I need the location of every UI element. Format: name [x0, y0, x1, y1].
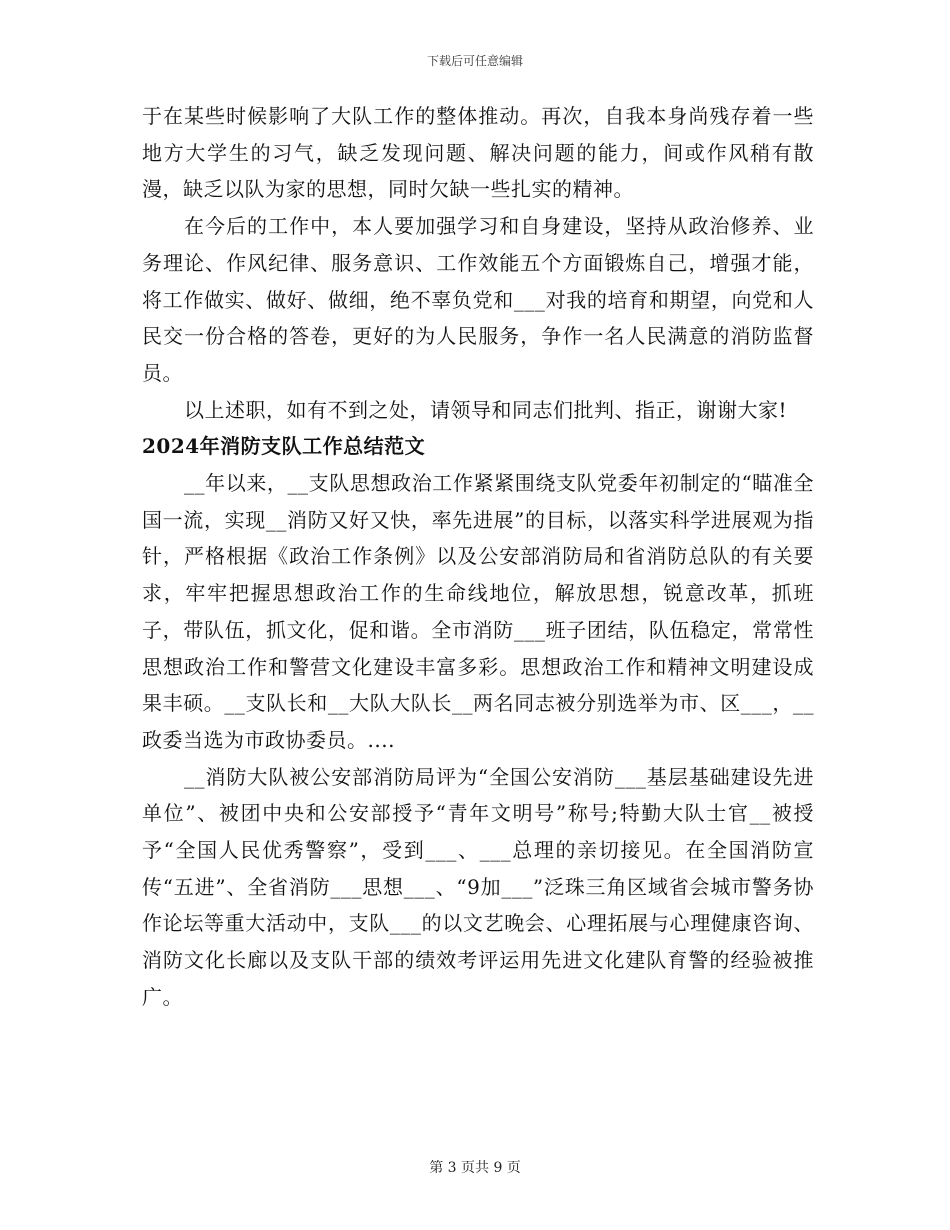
paragraph-self-reflection: 于在某些时候影响了大队工作的整体推动。再次，自我本身尚残存着一些地方大学生的习气，缺乏发现问题、解决问题的能力，间或作风稍有散漫，缺乏以队为家的思想，同时欠缺一些扎实的精神。	[142, 104, 814, 202]
paragraph-future-plan: 在今后的工作中，本人要加强学习和自身建设，坚持从政治修养、业务理论、作风纪律、服务意识、工作效能五个方面锻炼自己，增强才能，将工作做实、做好、做细，绝不辜负党和___对我的培育和期望，向党和人民交一份合格的答卷，更好的为人民服务，争作一名人民满意的消防监督员。	[142, 214, 814, 385]
section-title: 2024年消防支队工作总结范文	[142, 434, 426, 459]
document-body	[142, 98, 814, 1016]
paragraph-closing: 以上述职，如有不到之处，请领导和同志们批判、指正，谢谢大家!	[184, 397, 788, 422]
page-number: 第 3 页共 9 页	[429, 1160, 521, 1176]
page-header: 下载后可任意编辑	[426, 54, 523, 68]
paragraph-summary-intro: __年以来，__支队思想政治工作紧紧围绕支队党委年初制定的“瞄准全国一流，实现__消防又好又快，率先进展”的目标，以落实科学进展观为指针，严格根据《政治工作条例》以及公安部消防局和省消防总队的有关要求，牢牢把握思想政治工作的生命线地位，解放思想，锐意改革，抓班子，带队伍，抓文化，促和谐。全市消防___班子团结，队伍稳定，常常性思想政治工作和警营文化建设丰富多彩。思想政治工作和精神文明建设成果丰硕。__支队长和__大队大队长__两名同志被分别选举为市、区___，__政委当选为市政协委员。....	[142, 471, 814, 752]
paragraph-achievements: __消防大队被公安部消防局评为“全国公安消防___基层基础建设先进单位”、被团中央和公安部授予“青年文明号”称号;特勤大队士官__被授予“全国人民优秀警察”，受到___、___总理的亲切接见。在全国消防宣传“五进”、全省消防___思想___、“9加___”泛珠三角区域省会城市警务协作论坛等重大活动中，支队___的以文艺晚会、心理拓展与心理健康咨询、消防文化长廊以及支队干部的绩效考评运用先进文化建队育警的经验被推广。	[142, 764, 814, 1009]
